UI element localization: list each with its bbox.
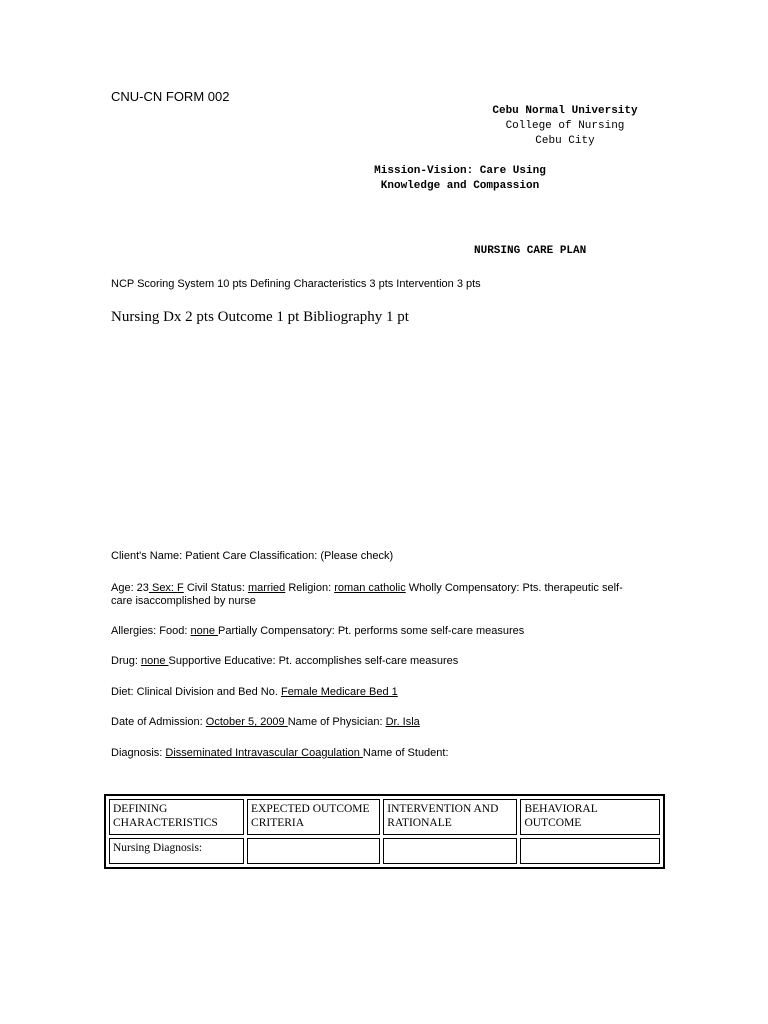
form-id: CNU-CN FORM 002 — [111, 89, 230, 104]
drug-value: none — [140, 655, 169, 667]
drug-line — [111, 655, 641, 668]
age-line — [111, 582, 641, 608]
cell-expected-outcome[interactable] — [247, 838, 380, 864]
physician-value: Dr. Isla — [385, 716, 420, 728]
religion-value: roman catholic — [334, 582, 406, 594]
college-name: College of Nursing — [505, 120, 625, 132]
university-name: Cebu Normal University — [492, 105, 638, 117]
allergies-line — [111, 625, 641, 638]
table-row — [109, 838, 660, 864]
partially-compensatory: Partially Compensatory: Pt. performs some self-care measures — [218, 625, 525, 637]
header-intervention: INTERVENTION AND RATIONALE — [383, 799, 517, 835]
city-name: Cebu City — [535, 135, 595, 147]
civil-status-value: married — [247, 582, 286, 594]
nursing-care-table — [104, 794, 665, 869]
cell-nursing-diagnosis[interactable]: Nursing Diagnosis: — [109, 838, 244, 864]
mission-line-1: Mission-Vision: Care Using — [374, 165, 546, 177]
civil-status-label: Civil Status: — [183, 582, 248, 594]
cell-intervention[interactable] — [383, 838, 517, 864]
religion-label: Religion: — [285, 582, 335, 594]
diagnosis-label: Diagnosis: — [111, 747, 166, 759]
admission-line — [111, 716, 641, 729]
diet-line — [111, 686, 641, 699]
admission-value: October 5, 2009 — [205, 716, 288, 728]
mission-vision — [330, 164, 590, 194]
clients-name-line: Client's Name: Patient Care Classification: (Please check) — [111, 550, 394, 562]
age-label: Age: 23 — [111, 582, 149, 594]
header-expected-outcome: EXPECTED OUTCOME CRITERIA — [247, 799, 380, 835]
sex-label: Sex: — [148, 582, 178, 594]
header-defining-characteristics: DEFINING CHARACTERISTICS — [109, 799, 244, 835]
cell-behavioral-outcome[interactable] — [520, 838, 660, 864]
diagnosis-value: Disseminated Intravascular Coagulation — [165, 747, 363, 759]
diet-value: Female Medicare Bed 1 — [280, 686, 398, 698]
drug-label: Drug: — [111, 655, 141, 667]
supportive-educative: Supportive Educative: Pt. accomplishes self-care measures — [168, 655, 459, 667]
admission-label: Date of Admission: — [111, 716, 206, 728]
mission-line-2: Knowledge and Compassion — [380, 180, 540, 192]
scoring-line-1: NCP Scoring System 10 pts Defining Characteristics 3 pts Intervention 3 pts — [111, 278, 481, 290]
table-header-row — [109, 799, 660, 835]
allergies-label: Allergies: Food: — [111, 625, 191, 637]
header-behavioral-outcome: BEHAVIORAL OUTCOME — [520, 799, 660, 835]
scoring-line-2: Nursing Dx 2 pts Outcome 1 pt Bibliography 1 pt — [111, 309, 409, 325]
diagnosis-line — [111, 747, 641, 760]
physician-label: Name of Physician: — [287, 716, 386, 728]
allergies-value: none — [190, 625, 219, 637]
wholly-compensatory: Wholly Compensatory: Pts. therapeutic self-care isaccomplished by nurse — [111, 582, 623, 607]
diet-label: Diet: Clinical Division and Bed No. — [111, 686, 281, 698]
sex-value: F — [177, 582, 184, 594]
page-title: NURSING CARE PLAN — [474, 245, 587, 257]
student-label: Name of Student: — [362, 747, 449, 759]
university-block — [470, 104, 660, 149]
